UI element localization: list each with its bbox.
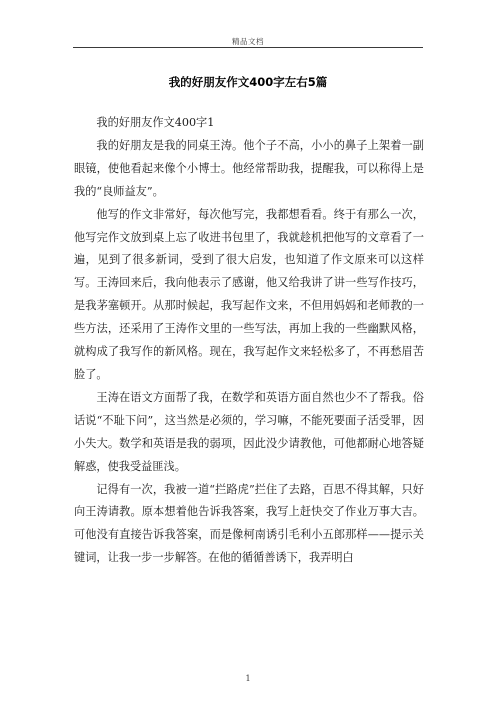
paragraph-1: 我的好朋友是我的同桌王涛。他个子不高，小小的鼻子上架着一副眼镜，使他看起来像个小博士。他经常帮助我，提醒我，可以称得上是我的“良师益友”。 xyxy=(74,138,424,198)
section-heading: 我的好朋友作文400字1 xyxy=(96,116,215,129)
page-header xyxy=(0,0,496,52)
header-label: 精品文档 xyxy=(232,37,264,46)
header-divider xyxy=(73,47,423,48)
document-title: 我的好朋友作文400字左右5篇 xyxy=(168,75,328,89)
paragraph-3: 王涛在语文方面帮了我，在数学和英语方面自然也少不了帮我。俗话说“不耻下问”，这当然是必须的，学习嘛，不能死要面子活受罪，因小失大。数学和英语是我的弱项，因此没少请教他，可他都耐心地答疑解惑，使我受益匪浅。 xyxy=(74,390,424,473)
page-number: 1 xyxy=(245,674,251,683)
document-body xyxy=(74,112,424,570)
paragraph-4: 记得有一次，我被一道“拦路虎”拦住了去路，百思不得其解，只好向王涛请教。原本想着他告诉我答案，我写上赶快交了作业万事大吉。可他没有直接告诉我答案，而是像柯南诱引毛利小五郎那样——提示关键词，让我一步一步解答。在他的循循善诱下，我弄明白 xyxy=(74,482,424,565)
paragraph-2: 他写的作文非常好，每次他写完，我都想看看。终于有那么一次，他写完作文放到桌上忘了收进书包里了，我就趁机把他写的文章看了一遍，见到了很多新词，受到了很大启发，也知道了作文原来可以这样写。王涛回来后，我向他表示了感谢，他又给我讲了讲一些写作技巧，是我茅塞顿开。从那时候起，我写起作文来，不但用妈妈和老师教的一些方法，还采用了王涛作文里的一些写法，再加上我的一些幽默风格，就构成了我写作的新风格。现在，我写起作文来轻松多了，不再愁眉苦脸了。 xyxy=(74,207,424,381)
